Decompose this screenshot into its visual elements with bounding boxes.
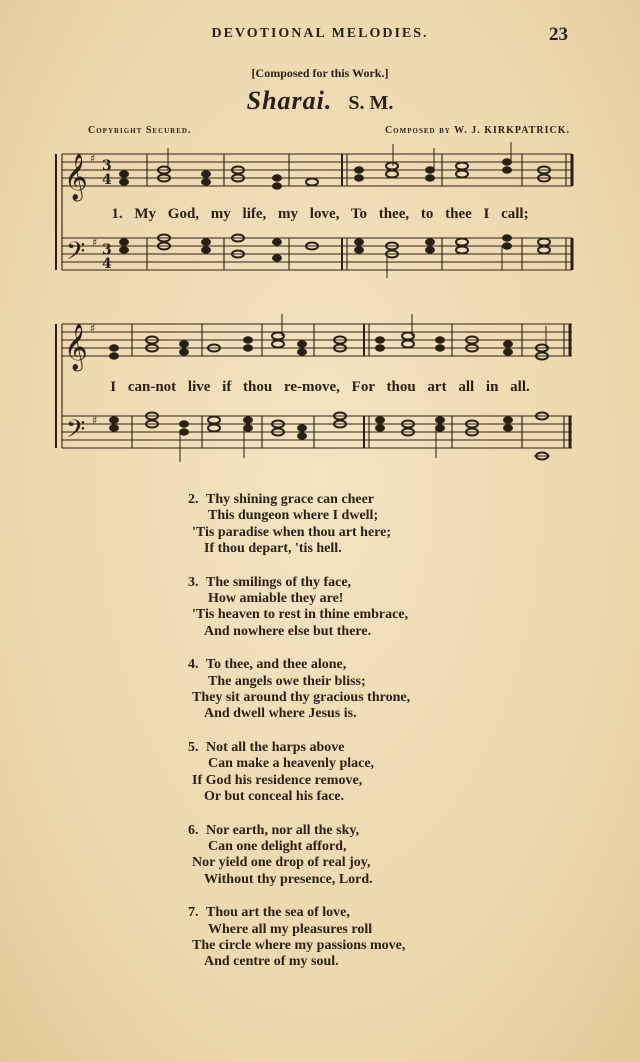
lyric-line-1: 1. My God, my life, my love, To thee, to thee I call; — [111, 206, 529, 222]
verse — [188, 823, 568, 888]
hymn-title — [0, 86, 640, 116]
tune-name: Sharai. — [246, 86, 333, 115]
verse-line — [188, 905, 568, 921]
verse-line — [188, 575, 568, 591]
verse-number: 7. — [188, 905, 199, 921]
composer-credit: Composed by W. J. KIRKPATRICK. — [384, 125, 570, 136]
verse-line: Without thy presence, Lord. — [204, 871, 373, 887]
svg-text:3: 3 — [102, 242, 112, 258]
svg-text:♯: ♯ — [92, 414, 98, 427]
verse-line — [188, 740, 568, 756]
verse-line: How amiable they are! — [208, 590, 344, 606]
verse-number: 3. — [188, 574, 199, 590]
verse-number: 4. — [188, 657, 199, 673]
verse-line-text: Nor earth, nor all the sky, — [206, 822, 360, 838]
verse-line: And centre of my soul. — [204, 954, 339, 970]
svg-text:3: 3 — [102, 158, 112, 174]
verse-line: This dungeon where I dwell; — [208, 508, 379, 524]
lyric-line-2: I can-not live if thou re-move, For thou art all in all. — [110, 379, 530, 395]
running-title: DEVOTIONAL MELODIES. — [211, 26, 429, 41]
meter: S. M. — [348, 92, 394, 114]
verse-line: Can one delight afford, — [208, 839, 347, 855]
copyright-notice: Copyright Secured. — [88, 125, 192, 136]
verse — [188, 905, 568, 970]
verse-number: 6. — [188, 822, 199, 838]
verse-line — [188, 492, 568, 508]
svg-text:4: 4 — [102, 172, 112, 188]
verse — [188, 740, 568, 805]
verse-line: If thou depart, 'tis hell. — [204, 540, 342, 556]
verse-line: Or but conceal his face. — [204, 788, 345, 804]
verse-line: Where all my pleasures roll — [208, 921, 373, 937]
verse-line: 'Tis paradise when thou art here; — [192, 524, 391, 540]
verse-line: They sit around thy gracious throne, — [192, 689, 411, 705]
page-number: 23 — [549, 24, 568, 45]
verse-number: 2. — [188, 492, 199, 507]
svg-text:♯: ♯ — [90, 152, 96, 165]
verse-line: If God his residence remove, — [192, 772, 363, 788]
svg-text:4: 4 — [102, 256, 112, 272]
verse-line-text: The smilings of thy face, — [206, 574, 352, 590]
verse-line-text: Not all the harps above — [206, 740, 345, 756]
verse-line-text: To thee, and thee alone, — [206, 657, 347, 673]
hymn-verses — [188, 492, 568, 988]
composition-note: [Composed for this Work.] — [251, 66, 389, 80]
verse-line: Can make a heavenly place, — [208, 756, 375, 772]
verse-line: The angels owe their bliss; — [208, 673, 366, 689]
verse-line: 'Tis heaven to rest in thine embrace, — [192, 607, 409, 623]
verse — [188, 492, 568, 557]
verse-line-text: Thy shining grace can cheer — [206, 492, 374, 507]
verse-line: And nowhere else but there. — [204, 623, 372, 639]
treble-clef-icon-2: 𝄞 — [64, 324, 88, 370]
verse-line — [188, 657, 568, 673]
verse — [188, 657, 568, 722]
svg-text:♯: ♯ — [92, 236, 98, 249]
verse-line: And dwell where Jesus is. — [204, 706, 357, 722]
verse — [188, 575, 568, 640]
svg-text:♯: ♯ — [90, 322, 96, 335]
verse-line: Nor yield one drop of real joy, — [192, 855, 371, 871]
treble-clef-icon: 𝄞 — [64, 154, 88, 200]
verse-line: The circle where my passions move, — [192, 938, 406, 954]
verse-number: 5. — [188, 740, 199, 756]
verse-line — [188, 823, 568, 839]
bass-clef-icon-2: 𝄢 — [66, 415, 86, 450]
verse-line-text: Thou art the sea of love, — [206, 905, 350, 921]
bass-clef-icon: 𝄢 — [66, 237, 86, 272]
